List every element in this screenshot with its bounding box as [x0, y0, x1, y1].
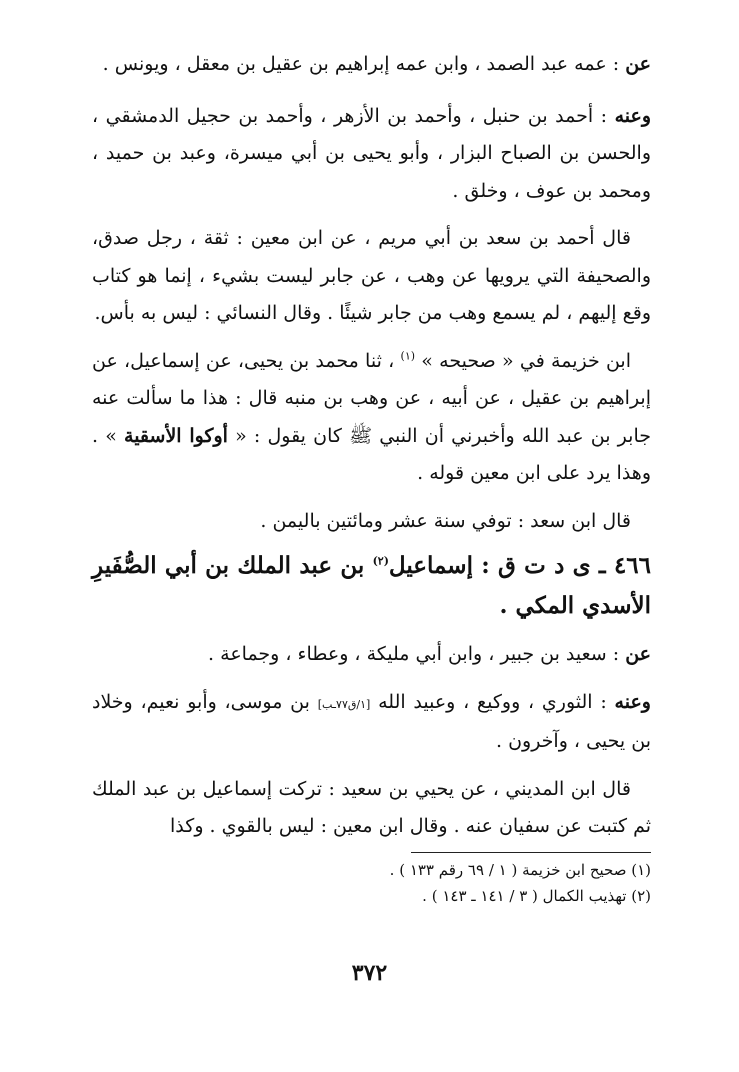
anhu-text-b: بن موسى، وأبو نعيم، وخلاد بن يحيى ، وآخرون . [92, 690, 651, 752]
entry-465 [92, 46, 651, 540]
footnote-1: (١) صحيح ابن خزيمة ( ١ / ٦٩ رقم ١٣٣ ) . [389, 860, 651, 879]
heading-part-a: ٤٦٦ ـ ى د ت ق : إسماعيل [388, 552, 652, 579]
an-label: عن [625, 53, 651, 75]
para2-part-c: » . وهذا يرد على ابن معين قوله . [92, 424, 651, 484]
footnote-ref-2: (٢) [372, 554, 389, 568]
anhu-label: وعنه [614, 104, 651, 127]
entry-heading [92, 546, 651, 626]
anhu-label: وعنه [614, 690, 651, 713]
entry-466 [92, 546, 651, 846]
footnote-divider [411, 852, 651, 853]
para2-part-b: ، ثنا محمد بن يحيى، عن إسماعيل، عن إبراهيم بن عقيل ، عن أبيه ، عن وهب بن منبه قال : هذا ما سألت عنه جابر بن عبد الله وأخبرني أن النبي ﷺ كان يقول : « [92, 349, 651, 447]
paragraph-ibn-maeen: قال أحمد بن سعد بن أبي مريم ، عن ابن معين : ثقة ، رجل صدق، والصحيفة التي يرويها عن وهب ، عن جابر ليست بشيء ، إنما هو كتاب وقع إليهم ، لم يسمع وهب من جابر شيئًا . وقال النسائي : ليس به بأس. [92, 227, 651, 324]
anhu-text: : أحمد بن حنبل ، وأحمد بن الأزهر ، وأحمد بن حجيل الدمشقي ، والحسن بن الصباح البزار ، وأبو يحيى بن أبي ميسرة، وعبد بن حميد ، ومحمد بن عوف ، وخلق . [92, 104, 651, 202]
footnote-2: (٢) تهذيب الكمال ( ٣ / ١٤١ ـ ١٤٣ ) . [422, 886, 651, 905]
paragraph-ibn-madini: قال ابن المديني ، عن يحيي بن سعيد : تركت إسماعيل بن عبد الملك ثم كتبت عن سفيان عنه . وقال ابن معين : ليس بالقوي . وكذا [92, 777, 651, 837]
footnotes [92, 857, 651, 909]
anhu-line [92, 98, 651, 211]
anhu-line [92, 684, 651, 761]
footnote-ref-1: (١) [400, 349, 416, 363]
paragraph-death-year: قال ابن سعد : توفي سنة عشر ومائتين باليمن . [260, 509, 631, 532]
heading-part-b: بن عبد الملك بن أبي الصُّفَيرِ الأسدي المكي . [92, 552, 651, 619]
manuscript-ref: [١/ق٧٧ـب] [317, 697, 371, 711]
paragraph-ibn-khuzayma [92, 343, 651, 493]
an-line [92, 636, 651, 674]
anhu-text-a: : الثوري ، ووكيع ، وعبيد الله [378, 690, 607, 713]
an-label: عن [625, 643, 651, 665]
an-text: : سعيد بن جبير ، وابن أبي مليكة ، وعطاء ، وجماعة . [208, 643, 620, 665]
para2-part-a: ابن خزيمة في « صحيحه » [421, 349, 631, 372]
an-text: : عمه عبد الصمد ، وابن عمه إبراهيم بن عقيل بن معقل ، ويونس . [102, 53, 620, 75]
an-line [92, 46, 651, 84]
hadith-text: أوكوا الأسقية [124, 424, 228, 447]
page-number: ٣٧٢ [351, 960, 388, 986]
